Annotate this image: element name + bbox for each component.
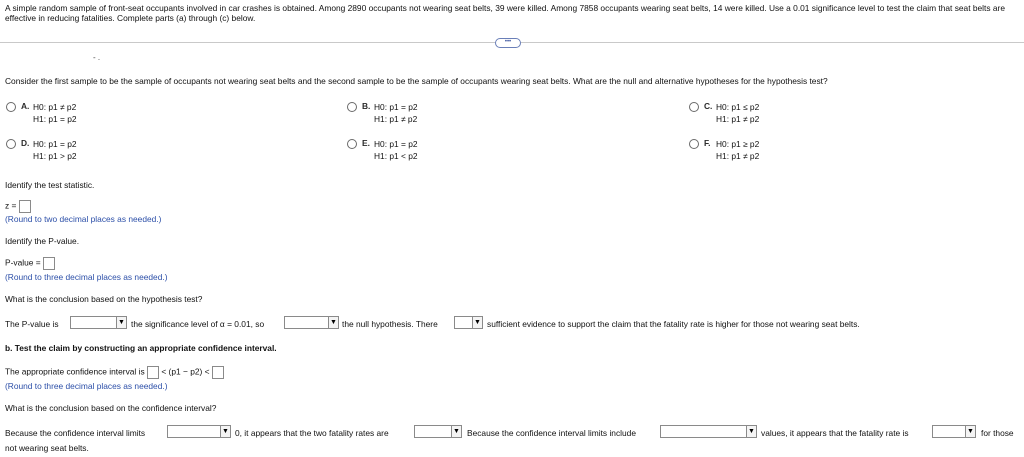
option-b-letter: B. [362,101,371,111]
interval-hint: (Round to three decimal places as needed.) [5,381,168,391]
conclusion-text-2: the significance level of α = 0.01, so [131,319,265,329]
option-d[interactable] [6,138,77,162]
chevron-down-icon: ▼ [451,426,461,437]
option-b-h0: H0: p1 = p2 [374,102,418,112]
interval-middle: < (p1 − p2) < [161,366,210,377]
z-label: z = [5,200,17,211]
radio-d[interactable] [6,139,16,149]
p-value-label: P-value = [5,257,41,268]
conclusion-text-3: the null hypothesis. There [342,319,438,329]
chevron-down-icon: ▼ [116,317,126,328]
ci-conclusion-prompt: What is the conclusion based on the confidence interval? [5,403,217,413]
option-d-letter: D. [21,138,30,148]
option-e-h0: H0: p1 = p2 [374,139,418,149]
chevron-down-icon: ▼ [965,426,975,437]
radio-a[interactable] [6,102,16,112]
option-d-h0: H0: p1 = p2 [33,139,77,149]
p-value-input[interactable] [43,257,55,270]
fatality-rate-select[interactable] [932,425,976,438]
option-b[interactable] [347,101,418,125]
chevron-down-icon: ▼ [472,317,482,328]
option-a[interactable] [6,101,77,125]
rates-select[interactable] [414,425,462,438]
ci-text-1: Because the confidence interval limits [5,428,146,438]
option-c-h1: H1: p1 ≠ p2 [716,114,760,124]
option-f[interactable] [689,138,759,162]
option-e-letter: E. [362,138,370,148]
option-d-hypotheses [33,138,77,162]
interval-row [5,366,224,379]
option-c-letter: C. [704,101,713,111]
option-e-h1: H1: p1 < p2 [374,151,418,161]
option-a-h1: H1: p1 = p2 [33,114,77,124]
ci-text-2: 0, it appears that the two fatality rates are [235,428,389,438]
radio-e[interactable] [347,139,357,149]
conclusion-text-1: The P-value is [5,319,59,329]
separator-dash: - . [93,53,101,62]
option-b-h1: H1: p1 ≠ p2 [374,114,418,124]
p-value-hint: (Round to three decimal places as needed.) [5,272,168,282]
problem-statement: A simple random sample of front-seat occupants involved in car crashes is obtained. Among 2890 occupants not wearing seat belts, 39 were killed. Among 7858 occupants wearing seat belts, 14 were killed. Use a 0.01 significance level to test the claim that seat belts are effective in reducing fatalities. Complete parts (a) through (c) below. [5,3,1005,23]
evidence-select[interactable] [454,316,483,329]
test-statistic-prompt: Identify the test statistic. [5,180,95,190]
p-value-comparison-select[interactable] [70,316,127,329]
p-value-row [5,257,55,270]
conclusion-text-4: sufficient evidence to support the claim that the fatality rate is higher for those not wearing seat belts. [487,319,860,329]
z-input[interactable] [19,200,31,213]
conclusion-prompt: What is the conclusion based on the hypothesis test? [5,294,203,304]
z-hint: (Round to two decimal places as needed.) [5,214,162,224]
ci-limits-select[interactable] [167,425,231,438]
radio-b[interactable] [347,102,357,112]
ci-text-4: values, it appears that the fatality rate is [761,428,909,438]
part-b-heading: b. Test the claim by constructing an appropriate confidence interval. [5,343,277,353]
include-values-select[interactable] [660,425,757,438]
interval-upper-input[interactable] [212,366,224,379]
option-b-hypotheses [374,101,418,125]
option-e-hypotheses [374,138,418,162]
ci-text-6: not wearing seat belts. [5,443,89,453]
option-c-hypotheses [716,101,759,125]
option-a-hypotheses [33,101,77,125]
chevron-down-icon: ▼ [746,426,756,437]
more-button[interactable]: ••• [495,38,521,48]
radio-f[interactable] [689,139,699,149]
interval-lower-input[interactable] [147,366,159,379]
z-row [5,200,31,213]
option-f-hypotheses [716,138,759,162]
option-f-h1: H1: p1 ≠ p2 [716,151,760,161]
option-a-letter: A. [21,101,30,111]
option-c[interactable] [689,101,759,125]
ci-text-5: for those [981,428,1014,438]
option-c-h0: H0: p1 ≤ p2 [716,102,760,112]
option-a-h0: H0: p1 ≠ p2 [33,102,77,112]
option-e[interactable] [347,138,418,162]
option-f-h0: H0: p1 ≥ p2 [716,139,760,149]
interval-label: The appropriate confidence interval is [5,366,145,377]
chevron-down-icon: ▼ [328,317,338,328]
hypothesis-question: Consider the first sample to be the sample of occupants not wearing seat belts and the second sample to be the sample of occupants wearing seat belts. What are the null and alternative hypotheses for the hypothesis test? [5,76,828,86]
chevron-down-icon: ▼ [220,426,230,437]
option-f-letter: F. [704,138,711,148]
null-decision-select[interactable] [284,316,339,329]
option-d-h1: H1: p1 > p2 [33,151,77,161]
radio-c[interactable] [689,102,699,112]
ci-text-3: Because the confidence interval limits include [467,428,636,438]
p-value-prompt: Identify the P-value. [5,236,80,246]
